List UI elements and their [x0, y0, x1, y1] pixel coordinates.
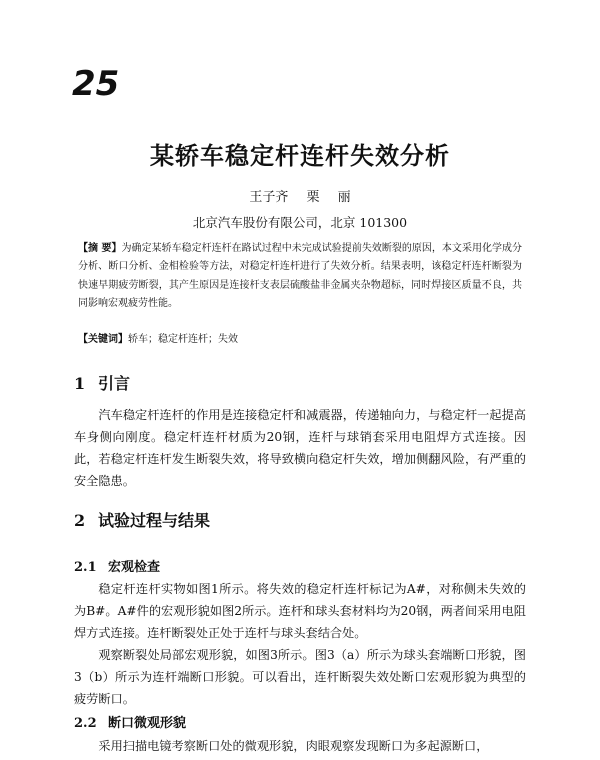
keywords-label: 【关键词】 — [78, 334, 128, 345]
section-heading-introduction — [74, 371, 130, 394]
paragraph: 稳定杆连杆实物如图1所示。将失效的稳定杆连杆标记为A#，对称侧未失效的为B#。A#件的宏观形貌如图2所示。连杆和球头套材料均为20钢，两者间采用电阻焊方式连接。连杆断裂处正处于连杆与球头套结合处。 — [74, 582, 526, 640]
affiliation: 北京汽车股份有限公司，北京 101300 — [192, 215, 408, 230]
subsection-title: 宏观检查 — [108, 560, 161, 575]
paragraph: 观察断裂处局部宏观形貌，如图3所示。图3（a）所示为球头套端断口形貌，图3（b）所示为连杆端断口形貌。可以看出，连杆断裂失效处断口宏观形貌为典型的疲劳断口。 — [74, 648, 526, 706]
subsection-title: 断口微观形貌 — [108, 716, 187, 731]
chapter-number: 25 — [72, 64, 120, 104]
abstract-text: 为确定某轿车稳定杆连杆在路试过程中未完成试验提前失效断裂的原因，本文采用化学成分分析、断口分析、金相检验等方法，对稳定杆连杆进行了失效分析。结果表明，该稳定杆连杆断裂为快速早期疲劳断裂，其产生原因是连接杆支表层硫酸盐非金属夹杂物超标，同时焊接区质量不良，共同影响宏观疲劳性能。 — [78, 243, 523, 310]
authors: 王子齐 栗 丽 — [249, 190, 351, 205]
abstract — [78, 240, 522, 314]
section-number: 1 — [74, 374, 86, 393]
subsection-number: 2.2 — [74, 716, 97, 731]
keywords-text: 轿车；稳定杆连杆；失效 — [128, 334, 238, 345]
abstract-label: 【摘 要】 — [78, 243, 122, 254]
keywords — [78, 332, 522, 348]
section-title: 引言 — [98, 374, 131, 393]
section-title: 试验过程与结果 — [98, 511, 211, 530]
paragraph: 采用扫描电镜考察断口处的微观形貌，肉眼观察发现断口为多起源断口， — [98, 739, 489, 753]
subsection-number: 2.1 — [74, 560, 97, 575]
section-number: 2 — [74, 511, 86, 530]
paper-title: 某轿车稳定杆连杆失效分析 — [150, 141, 450, 170]
subsection-heading-fracture-micro — [74, 712, 186, 731]
section-heading-experiment — [74, 508, 210, 531]
paragraph: 汽车稳定杆连杆的作用是连接稳定杆和减震器，传递轴向力，与稳定杆一起提高车身侧向刚度。稳定杆连杆材质为20钢，连杆与球销套采用电阻焊方式连接。因此，若稳定杆连杆发生断裂失效，将导致横向稳定杆失效，增加侧翻风险，有严重的安全隐患。 — [74, 408, 526, 488]
subsection-heading-macro-inspection — [74, 556, 160, 575]
